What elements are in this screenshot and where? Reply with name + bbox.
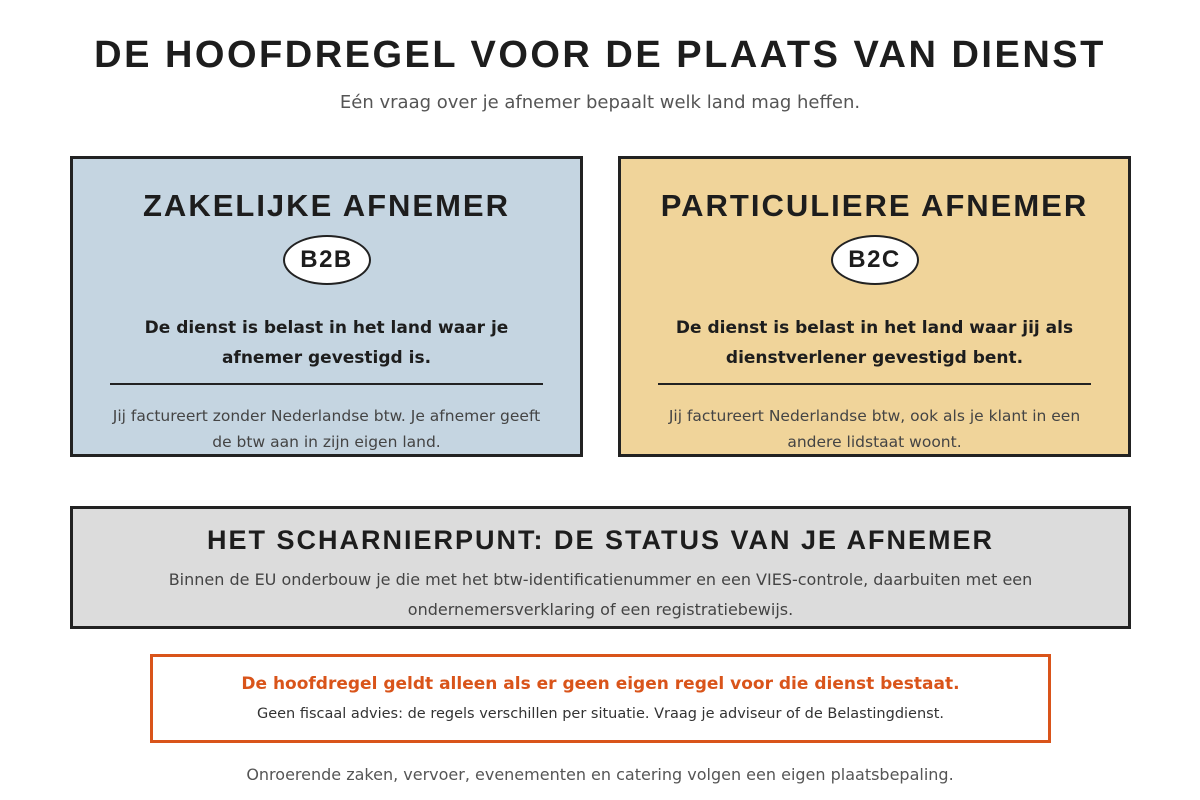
business-customer-card	[70, 156, 583, 457]
disclaimer-text: Geen fiscaal advies: de regels verschillen per situatie. Vraag je adviseur of de Belastingdienst.	[256, 706, 945, 722]
card-divider	[658, 383, 1091, 385]
card-note-text: Jij factureert Nederlandse btw, ook als je klant in een andere lidstaat woont.	[668, 407, 1081, 451]
card-heading: PARTICULIERE AFNEMER	[660, 188, 1089, 223]
hinge-title: HET SCHARNIERPUNT: DE STATUS VAN JE AFNEMER	[206, 525, 995, 555]
card-divider	[110, 383, 543, 385]
hinge-point-box	[70, 506, 1131, 629]
page-title: DE HOOFDREGEL VOOR DE PLAATS VAN DIENST	[94, 34, 1106, 76]
b2b-badge: B2B	[283, 235, 371, 285]
card-heading: ZAKELIJKE AFNEMER	[143, 188, 510, 223]
warning-main-text: De hoofdregel geldt alleen als er geen eigen regel voor die dienst bestaat.	[241, 674, 960, 694]
page-subtitle: Eén vraag over je afnemer bepaalt welk land mag heffen.	[339, 92, 861, 113]
warning-box	[150, 654, 1051, 743]
hinge-text: Binnen de EU onderbouw je die met het btw-identificatienummer en een VIES-controle, daarbuiten met een ondernemersverklaring of een registratiebewijs.	[168, 570, 1033, 619]
private-customer-card	[618, 156, 1131, 457]
card-rule-text: De dienst is belast in het land waar jij als dienstverlener gevestigd bent.	[675, 318, 1074, 368]
footnote: Onroerende zaken, vervoer, evenementen en catering volgen een eigen plaatsbepaling.	[246, 765, 954, 784]
b2c-badge: B2C	[831, 235, 919, 285]
card-rule-text: De dienst is belast in het land waar je afnemer gevestigd is.	[144, 318, 509, 368]
card-note-text: Jij factureert zonder Nederlandse btw. Je afnemer geeft de btw aan in zijn eigen land.	[112, 407, 541, 451]
